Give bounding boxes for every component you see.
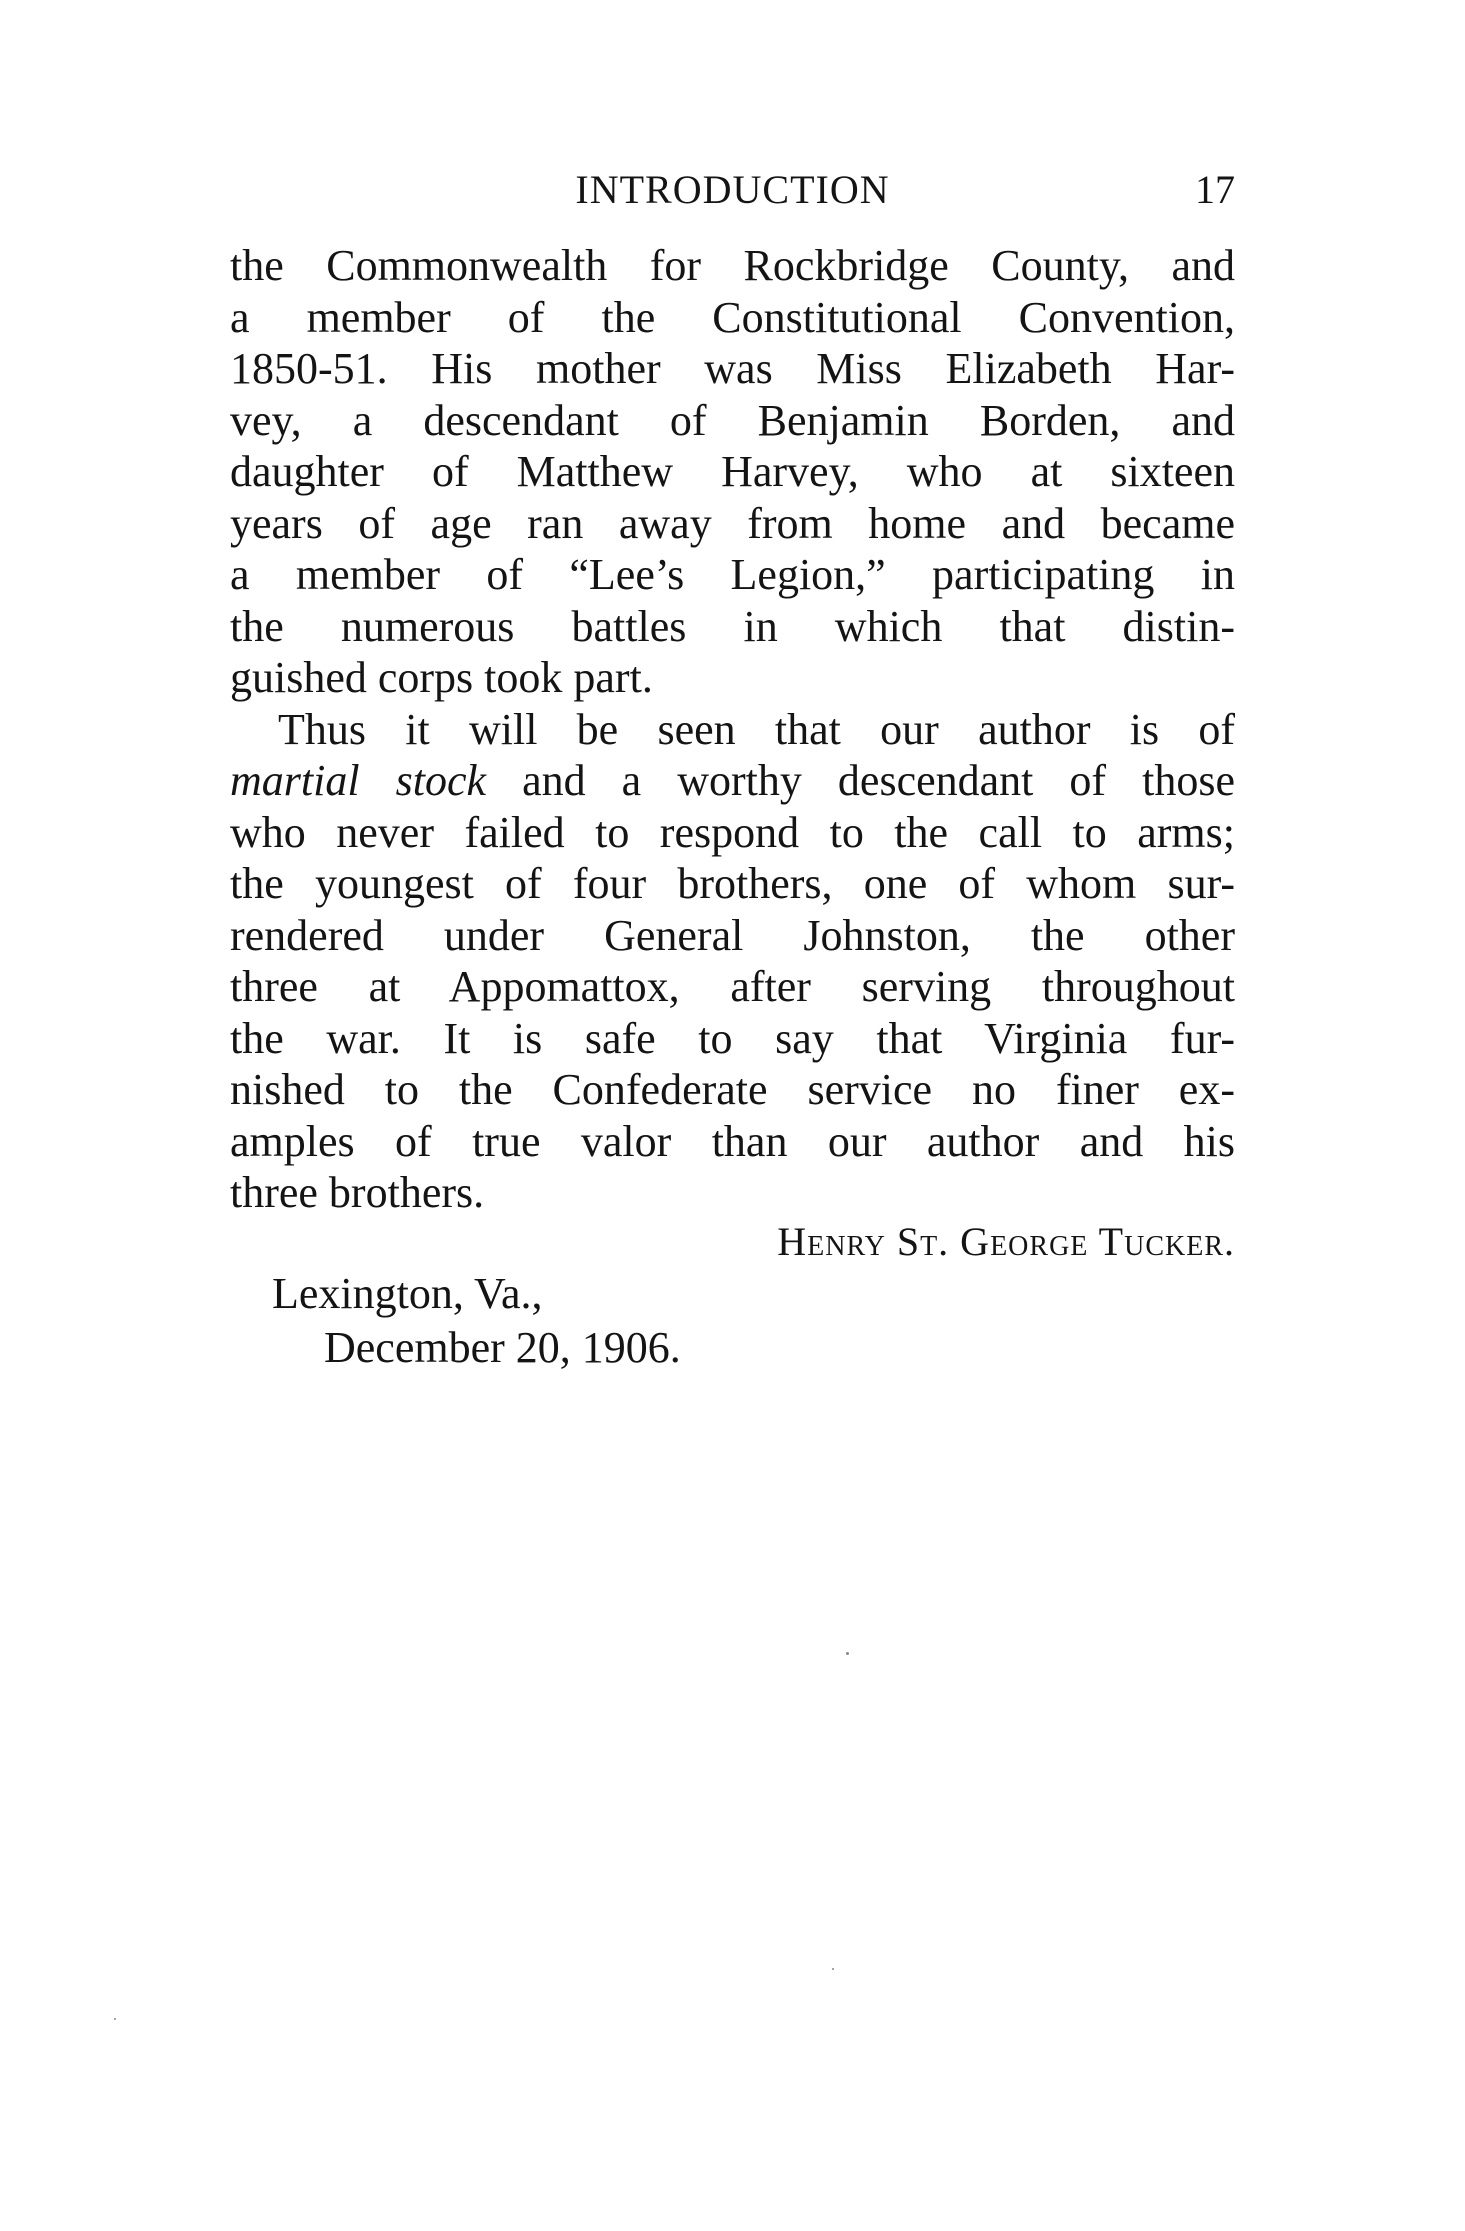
text-line: three brothers. <box>230 1168 485 1217</box>
text-line: amples of true valor than our author and his <box>230 1116 1235 1166</box>
text-line: the Commonwealth for Rockbridge County, and <box>230 241 1235 290</box>
text-line: Thus it will be seen that our author is of <box>278 704 1235 754</box>
text-line: the youngest of four brothers, one of whom sur- <box>230 859 1235 908</box>
text-line: a member of the Constitutional Convention, <box>230 292 1235 342</box>
scan-speck <box>832 1968 834 1970</box>
text-line: the war. It is safe to say that Virginia fur- <box>230 1013 1235 1063</box>
text-line: nished to the Confederate service no finer ex- <box>230 1065 1235 1114</box>
text-line-rest: and a worthy descendant of those <box>486 756 1235 805</box>
text-line: a member of “Lee’s Legion,” participating in <box>230 550 1235 599</box>
text-line: years of age ran away from home and became <box>230 498 1235 548</box>
author-signature: Henry St. George Tucker. <box>777 1219 1235 1264</box>
text-line: three at Appomattox, after serving throughout <box>230 962 1235 1011</box>
text-line: guished corps took part. <box>230 653 653 702</box>
scan-speck <box>846 1652 849 1655</box>
text-line: daughter of Matthew Harvey, who at sixteen <box>230 447 1235 496</box>
text-line <box>230 755 1235 807</box>
dateline-place: Lexington, Va., <box>272 1269 543 1318</box>
text-line: who never failed to respond to the call to arms; <box>230 807 1235 857</box>
text-line: the numerous battles in which that distin- <box>230 601 1235 651</box>
italic-phrase: martial stock <box>230 756 487 805</box>
running-head-title: INTRODUCTION <box>575 167 890 212</box>
text-line: 1850-51. His mother was Miss Elizabeth Har- <box>230 344 1235 393</box>
text-line: vey, a descendant of Benjamin Borden, and <box>230 395 1235 445</box>
dateline-date: December 20, 1906. <box>324 1323 681 1372</box>
text-line: rendered under General Johnston, the other <box>230 910 1235 960</box>
body-text <box>230 240 1235 1219</box>
page-number: 17 <box>1195 167 1235 212</box>
running-head <box>230 160 1235 220</box>
scan-speck <box>114 2018 116 2020</box>
